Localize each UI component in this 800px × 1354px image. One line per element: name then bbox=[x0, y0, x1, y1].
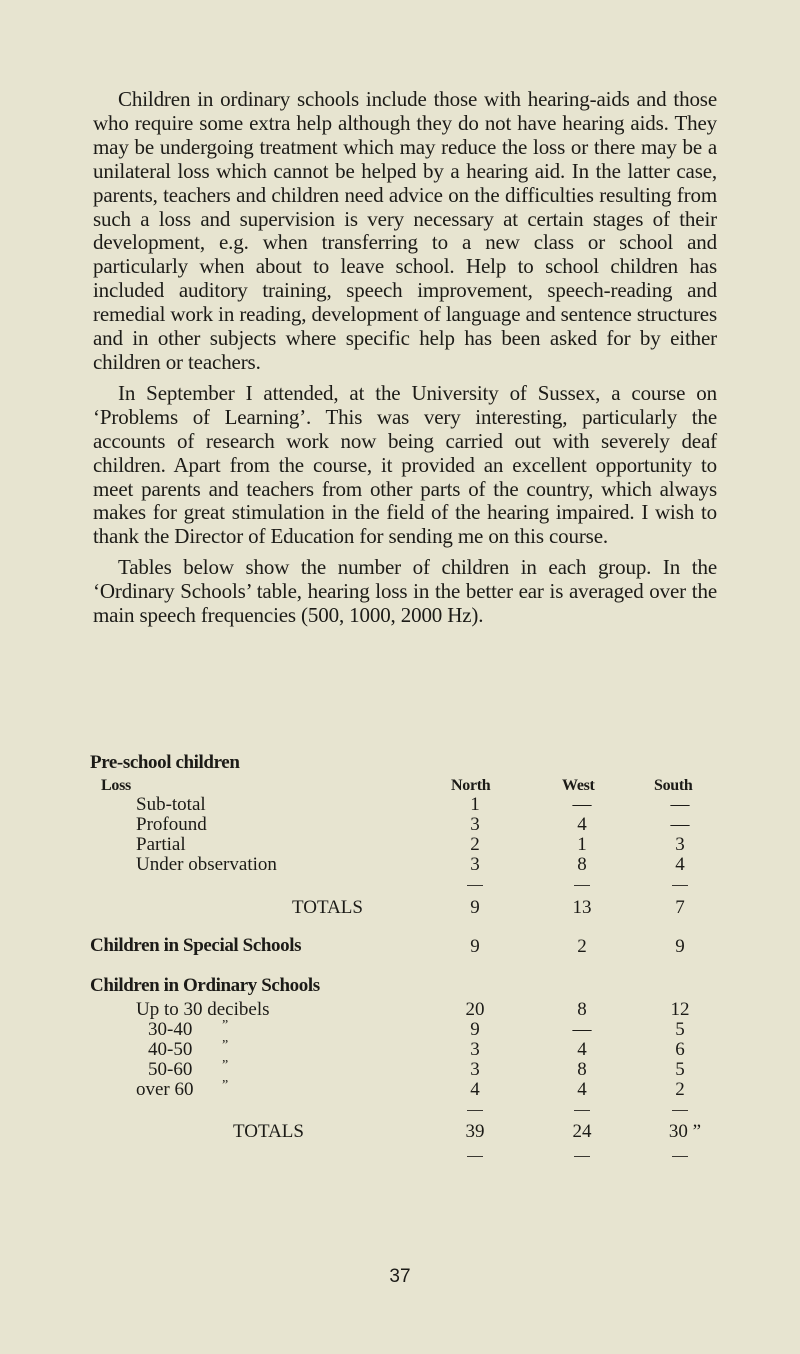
south-value: 6 bbox=[675, 1039, 685, 1060]
south-total: 7 bbox=[675, 897, 685, 918]
col-header-north: North bbox=[451, 777, 491, 794]
col-header-west: West bbox=[562, 777, 595, 794]
north-value: 9 bbox=[470, 936, 480, 957]
table-row bbox=[0, 1040, 800, 1060]
sum-rule bbox=[672, 1156, 688, 1157]
ditto-mark: ” bbox=[222, 1078, 229, 1093]
west-value: 8 bbox=[577, 1059, 587, 1080]
row-label: Profound bbox=[136, 814, 207, 835]
row-label: 50-60 bbox=[148, 1059, 193, 1080]
north-value: 4 bbox=[470, 1079, 480, 1100]
west-value: 1 bbox=[577, 834, 587, 855]
west-value: 8 bbox=[577, 999, 587, 1020]
col-header-south: South bbox=[654, 777, 693, 794]
ditto-mark: ” bbox=[222, 1058, 229, 1073]
totals-row bbox=[0, 898, 800, 918]
sum-rule bbox=[574, 1156, 590, 1157]
totals-label: TOTALS bbox=[233, 1121, 304, 1142]
ordinary-schools-heading: Children in Ordinary Schools bbox=[90, 975, 320, 996]
south-value: 5 bbox=[675, 1059, 685, 1080]
page-number: 37 bbox=[389, 1266, 411, 1287]
south-total: 30 ” bbox=[668, 1121, 702, 1142]
table-row bbox=[0, 1000, 800, 1020]
south-value: — bbox=[670, 794, 690, 815]
sum-rule bbox=[467, 1110, 483, 1111]
body-text bbox=[93, 88, 717, 635]
north-value: 1 bbox=[470, 794, 480, 815]
row-label: Sub-total bbox=[136, 794, 206, 815]
table-row bbox=[0, 1080, 800, 1100]
sum-rule bbox=[574, 1110, 590, 1111]
table-row bbox=[0, 1020, 800, 1040]
ditto-mark: ” bbox=[222, 1038, 229, 1053]
south-value: 9 bbox=[675, 936, 685, 957]
north-value: 9 bbox=[470, 1019, 480, 1040]
sum-rule bbox=[574, 885, 590, 886]
ditto-mark: ” bbox=[222, 1018, 229, 1033]
west-value: 4 bbox=[577, 814, 587, 835]
paragraph-sussex-course: In September I attended, at the University of Sussex, a course on ‘Problems of Learning’. This was very interesting, particularly the accounts of research work now being carried out with severely deaf children. Apart from the course, it provided an excellent opportunity to meet parents and teachers from other parts of the country, which always makes for great stimulation in the field of the hearing impaired. I wish to thank the Director of Education for sending me on this course. bbox=[93, 380, 717, 549]
south-value: 2 bbox=[675, 1079, 685, 1100]
paragraph-tables-intro: Tables below show the number of children in each group. In the ‘Ordinary Schools’ table, hearing loss in the better ear is averaged over the main speech frequencies (500, 1000, 2000 Hz). bbox=[93, 555, 717, 628]
table-row bbox=[0, 835, 800, 855]
north-value: 3 bbox=[470, 814, 480, 835]
special-schools-row bbox=[0, 937, 800, 957]
west-value: — bbox=[572, 1019, 592, 1040]
north-total: 39 bbox=[465, 1121, 485, 1142]
totals-row bbox=[0, 1122, 800, 1142]
west-value: — bbox=[572, 794, 592, 815]
special-schools-heading: Children in Special Schools bbox=[90, 935, 302, 956]
row-label: over 60 bbox=[136, 1079, 194, 1100]
west-value: 2 bbox=[577, 936, 587, 957]
north-value: 2 bbox=[470, 834, 480, 855]
table-row bbox=[0, 815, 800, 835]
table-row bbox=[0, 855, 800, 875]
totals-label: TOTALS bbox=[292, 897, 363, 918]
row-label: Partial bbox=[136, 834, 186, 855]
row-label: 30-40 bbox=[148, 1019, 193, 1040]
table-row bbox=[0, 1060, 800, 1080]
north-value: 3 bbox=[470, 1039, 480, 1060]
north-total: 9 bbox=[470, 897, 480, 918]
north-value: 3 bbox=[470, 854, 480, 875]
sum-rule bbox=[672, 885, 688, 886]
west-value: 8 bbox=[577, 854, 587, 875]
paragraph-hearing-aids: Children in ordinary schools include those with hearing-aids and those who require some extra help although they do not have hearing aids. They may be undergoing treatment which may reduce the loss or there may be a unilateral loss which cannot be helped by a hearing aid. In the latter case, parents, teachers and children need advice on the difficulties resulting from such a loss and supervision is very necessary at certain stages of their development, e.g. when transferring to a new class or school and particularly when about to leave school. Help to school children has included auditory training, speech improvement, speech-reading and remedial work in reading, development of language and sentence structures and in other subjects where specific help has been asked for by either children or teachers. bbox=[93, 87, 717, 374]
table-row bbox=[0, 795, 800, 815]
west-value: 4 bbox=[577, 1039, 587, 1060]
col-header-loss: Loss bbox=[101, 777, 131, 794]
south-value: 3 bbox=[675, 834, 685, 855]
preschool-heading: Pre-school children bbox=[90, 752, 240, 773]
sum-rule bbox=[467, 885, 483, 886]
west-total: 24 bbox=[572, 1121, 592, 1142]
row-label: 40-50 bbox=[148, 1039, 193, 1060]
west-value: 4 bbox=[577, 1079, 587, 1100]
row-label: Under observation bbox=[136, 854, 277, 875]
north-value: 3 bbox=[470, 1059, 480, 1080]
sum-rule bbox=[672, 1110, 688, 1111]
south-value: — bbox=[670, 814, 690, 835]
row-label: Up to 30 decibels bbox=[136, 999, 270, 1020]
west-total: 13 bbox=[572, 897, 592, 918]
south-value: 12 bbox=[670, 999, 690, 1020]
sum-rule bbox=[467, 1156, 483, 1157]
south-value: 4 bbox=[675, 854, 685, 875]
south-value: 5 bbox=[675, 1019, 685, 1040]
north-value: 20 bbox=[465, 999, 485, 1020]
